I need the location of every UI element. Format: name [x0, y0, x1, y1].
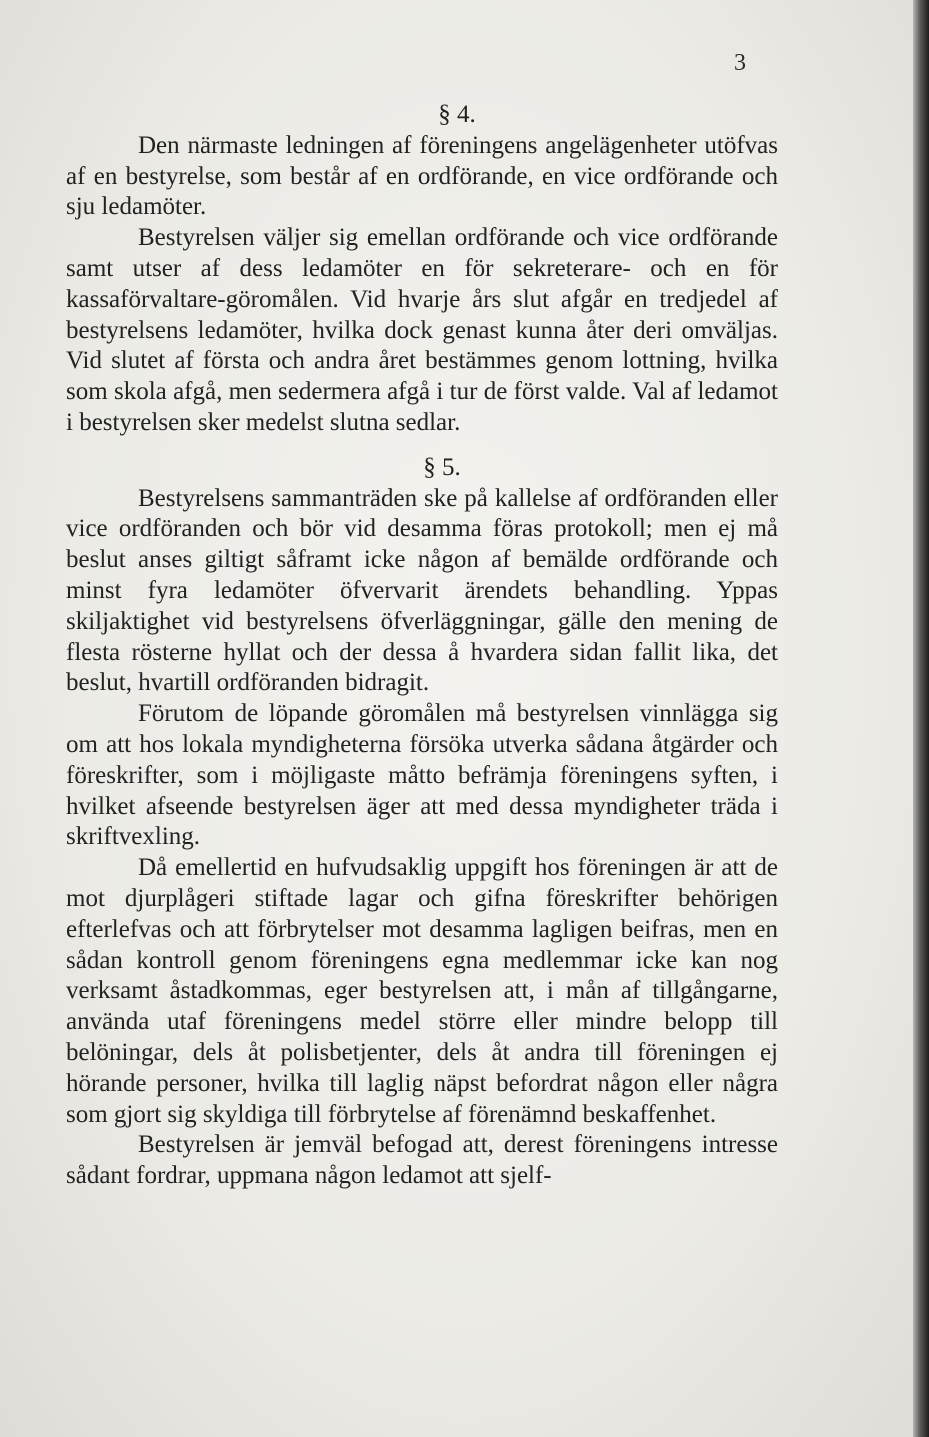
page-number: 3: [734, 50, 746, 76]
paragraph: Då emellertid en hufvudsaklig uppgift hos föreningen är att de mot djurplågeri stiftade lagar och gifna föreskrifter behörigen efterlefvas och att förbrytelser mot desamma lagligen beifras, men en sådan kontroll genom föreningens egna medlemmar icke kan nog verksamt åstadkommas, eger bestyrelsen att, i mån af tillgångarne, använda utaf föreningens medel större eller mindre belopp till belöningar, dels åt polisbetjenter, dels åt andra till föreningen ej hörande personer, hvilka till laglig näpst befordrat någon eller några som gjort sig skyldiga till förbrytelse af förenämnd beskaffenhet.: [66, 854, 778, 1128]
page-text: [66, 100, 778, 1192]
paragraph: Bestyrelsens sammanträden ske på kallelse af ordföranden eller vice ordföranden och bör vid desamma föras protokoll; men ej må beslut anses giltigt såframt icke någon af bemälde ordförande och minst fyra ledamöter öfvervarit ärendets behandling. Yppas skiljaktighet vid bestyrelsens öfverläggningar, gälle den mening de flesta rösterne hyllat och der dessa å hvardera sidan fallit lika, det beslut, hvartill ordföranden bidragit.: [66, 484, 778, 697]
page-edge-shadow: [913, 0, 929, 1437]
paragraph: Bestyrelsen väljer sig emellan ordförande och vice ordförande samt utser af dess ledamöter en för sekreterare- och en för kassaförvaltare-göromålen. Vid hvarje års slut afgår en tredjedel af bestyrelsens ledamöter, hvilka dock genast kunna åter deri omväljas. Vid slutet af första och andra året bestämmes genom lottning, hvilka som skola afgå, men sedermera afgå i tur de först valde. Val af ledamot i bestyrelsen sker medelst slutna sedlar.: [66, 224, 778, 436]
section-heading-4: § 4.: [438, 101, 476, 128]
section-heading-5: § 5.: [423, 453, 461, 481]
paragraph: Den närmaste ledningen af föreningens angelägenheter utöfvas af en bestyrelse, som består af en ordförande, en vice ordförande och sju ledamöter.: [66, 131, 778, 221]
paragraph: Bestyrelsen är jemväl befogad att, derest föreningens intresse sådant fordrar, uppmana någon ledamot att sjelf-: [66, 1131, 778, 1190]
paragraph: Förutom de löpande göromålen må bestyrelsen vinnlägga sig om att hos lokala myndigheterna försöka utverka sådana åtgärder och föreskrifter, som i möjligaste måtto befrämja föreningens syften, i hvilket afseende bestyrelsen äger att med dessa myndigheter träda i skriftvexling.: [66, 700, 778, 851]
